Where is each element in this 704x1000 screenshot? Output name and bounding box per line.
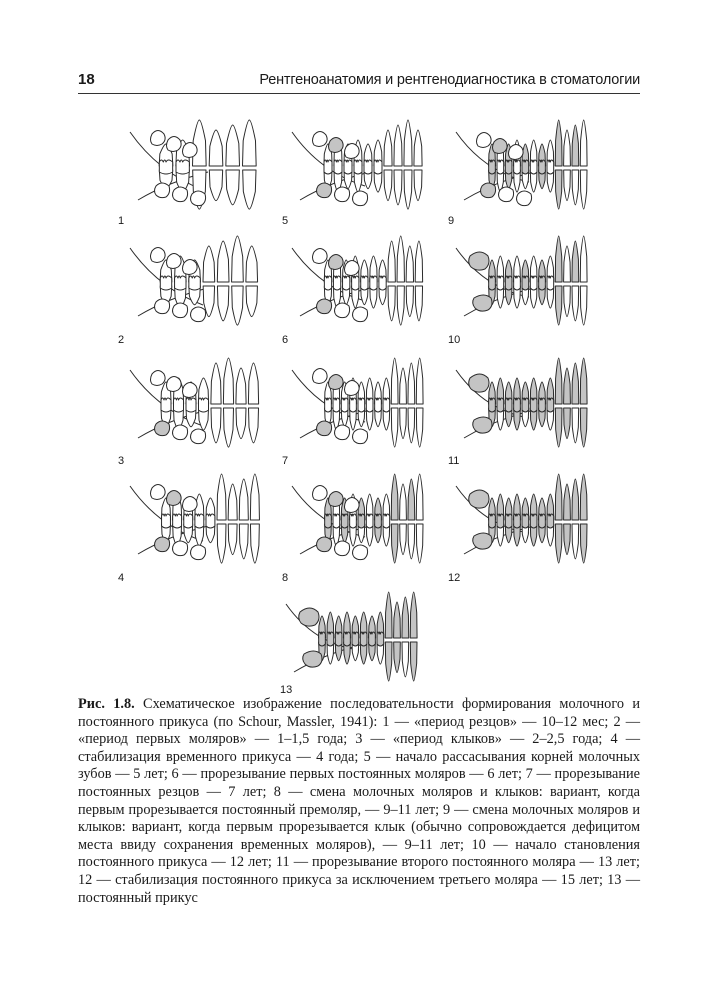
dentition-illustration-1 [118, 112, 268, 222]
figure-panel-12 [448, 466, 598, 584]
figure-panel-5 [282, 112, 432, 227]
caption-lead: Рис. 1.8. [78, 696, 135, 712]
running-title: Рентгеноанатомия и рентгенодиагностика в стоматологии [259, 72, 640, 88]
dentition-illustration-4 [118, 466, 268, 576]
figure-panel-7 [282, 350, 432, 467]
panel-label: 2 [118, 334, 125, 346]
panel-label: 11 [448, 455, 460, 467]
panel-label: 12 [448, 572, 461, 584]
panel-label: 7 [282, 455, 289, 467]
dentition-illustration-3 [118, 350, 268, 460]
figure-panel-9 [448, 112, 598, 227]
figure-panel-6 [282, 228, 432, 346]
figure-panel-1 [118, 112, 268, 227]
dentition-illustration-11 [448, 350, 598, 460]
dentition-illustration-6 [282, 228, 432, 338]
panel-label: 1 [118, 215, 125, 227]
page-number: 18 [78, 71, 95, 88]
panel-label: 6 [282, 334, 289, 346]
dentition-illustration-10 [448, 228, 598, 338]
figure-panel-2 [118, 228, 268, 346]
figure-panel-11 [448, 350, 598, 467]
figure-panel-10 [448, 228, 598, 346]
panel-label: 13 [280, 684, 293, 696]
panel-label: 10 [448, 334, 461, 346]
dentition-illustration-7 [282, 350, 432, 460]
dentition-illustration-12 [448, 466, 598, 576]
dentition-illustration-2 [118, 228, 268, 338]
figure-panel-3 [118, 350, 268, 467]
dentition-illustration-5 [282, 112, 432, 222]
running-head [78, 70, 640, 94]
dentition-illustration-13 [278, 584, 428, 694]
figure-panel-13 [278, 584, 428, 694]
dentition-illustration-9 [448, 112, 598, 222]
figure-panel-4 [118, 466, 268, 584]
panel-label: 5 [282, 215, 289, 227]
panel-label: 8 [282, 572, 289, 584]
figure-caption [78, 696, 640, 907]
dentition-illustration-8 [282, 466, 432, 576]
header-rule [78, 93, 640, 94]
figure-panel-8 [282, 466, 432, 584]
panel-label: 9 [448, 215, 455, 227]
panel-label: 3 [118, 455, 125, 467]
panel-label: 4 [118, 572, 125, 584]
caption-text: Схематическое изображение последовательности формирования молочного и постоянного прикуса (по Schour, Massler, 1941): 1 — «период резцов» — 10–12 мес; 2 — «период первых моляров» — 1–1,5 года; 3 — «период клыков» — 2–2,5 года; 4 — стабилизация временного прикуса — 4 года; 5 — начало рассасывания корней молочных зубов — 5 лет; 6 — прорезывание первых постоянных моляров — 6 лет; 7 — прорезывание постоянных резцов — 7 лет; 8 — смена молочных моляров и клыков: вариант, когда первым прорезывается постоянный премоляр, — 9–11 лет; 9 — смена молочных моляров и клыков: вариант, когда первым прорезывается клык (обычно сопровождается дефицитом места ввиду сохранения временных моляров), — 9–11 лет; 10 — начало становления постоянного прикуса — 12 лет; 11 — прорезывание второго постоянного моляра — 13 лет; 12 — стабилизация постоянного прикуса за исключением третьего моляра — 15 лет; 13 — постоянный прикус [78, 696, 640, 906]
